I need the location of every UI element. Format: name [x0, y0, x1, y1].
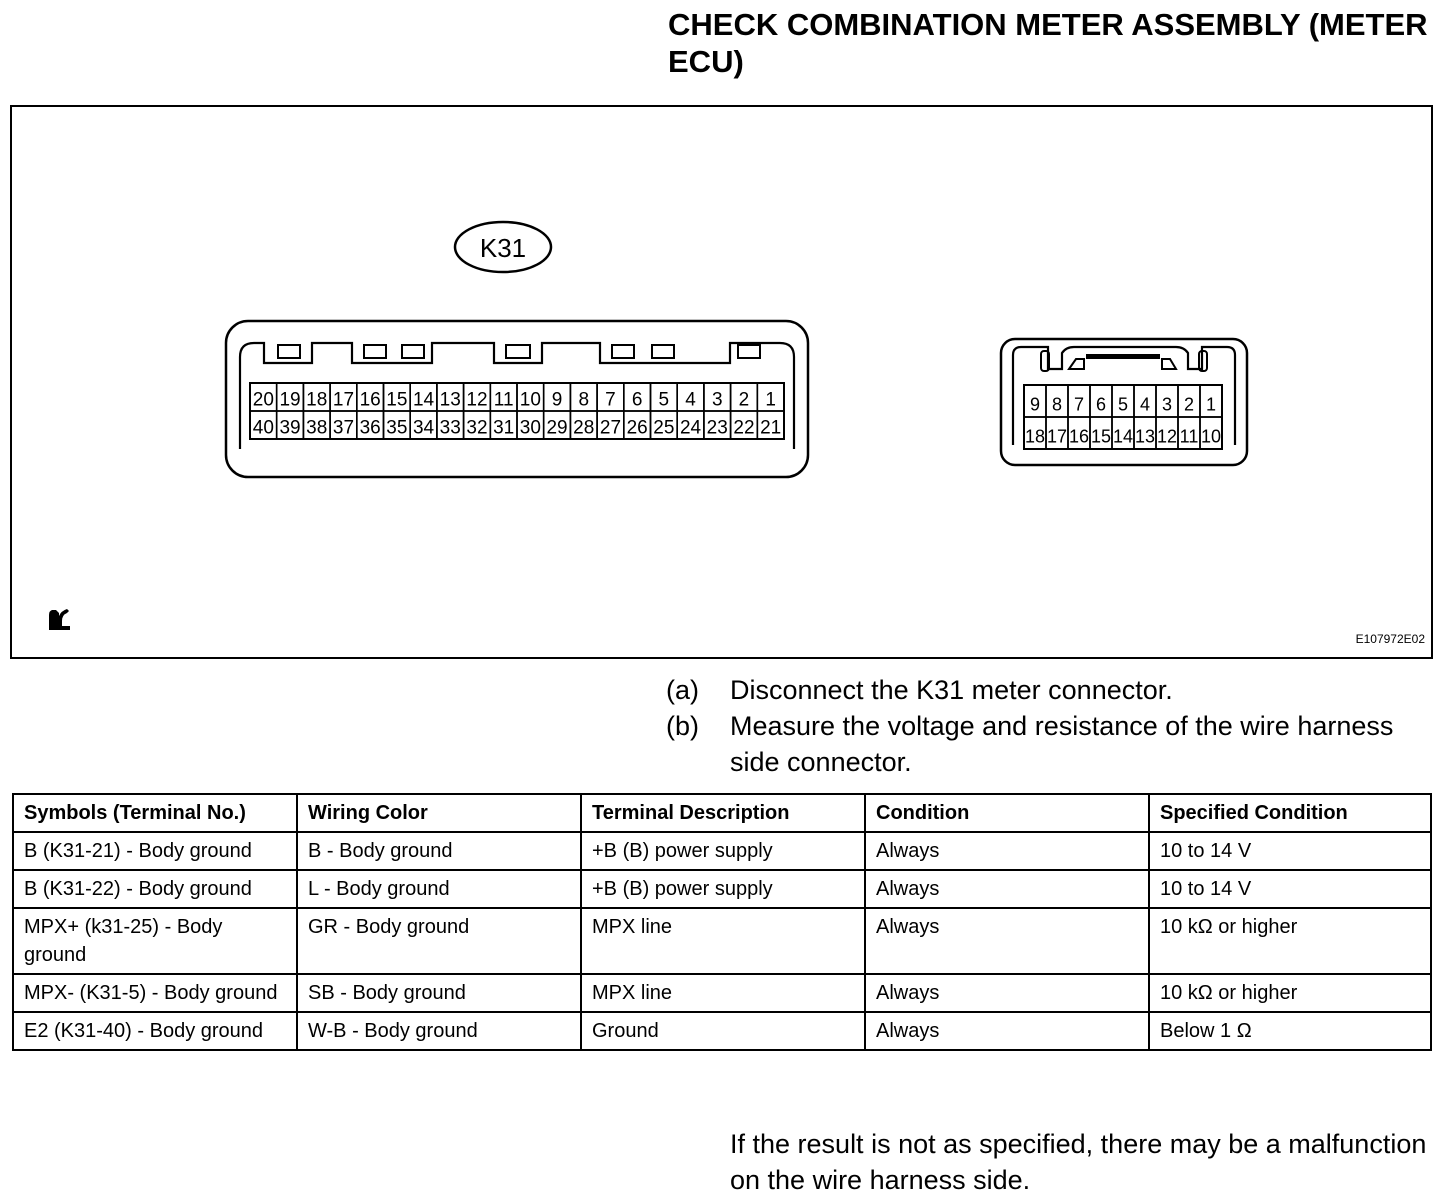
large-connector-pin-number: 37: [332, 417, 355, 439]
table-header-row: [13, 794, 1431, 832]
cell-condition: Always: [865, 908, 1149, 974]
instruction-steps: [666, 672, 1426, 780]
large-connector-pin-number: 27: [599, 417, 622, 439]
large-connector-pin-number: 16: [359, 389, 381, 411]
large-connector-pin-number: 32: [466, 417, 488, 439]
result-note: If the result is not as specified, there may be a malfunction on the wire harness side.: [730, 1129, 1427, 1195]
figure-code: E107972E02: [1355, 632, 1425, 646]
step-a: [666, 672, 1426, 708]
large-connector-pin-grid: [250, 383, 784, 439]
large-connector-pin-number: 7: [605, 389, 616, 411]
small-connector-pin-number: 16: [1068, 426, 1090, 447]
large-connector-pin-number: 12: [466, 389, 488, 411]
cell-condition: Always: [865, 870, 1149, 908]
small-connector-pin-number: 1: [1205, 394, 1217, 415]
cell-description: +B (B) power supply: [581, 870, 865, 908]
large-connector-pin-number: 15: [386, 389, 408, 411]
table-row: [13, 908, 1431, 974]
step-label: (a): [666, 675, 699, 705]
small-connector-pin-number: 18: [1024, 426, 1046, 447]
cell-symbol: B (K31-21) - Body ground: [13, 832, 297, 870]
cell-description: MPX line: [581, 908, 865, 974]
connector-figure: [10, 105, 1433, 659]
cell-specified: 10 kΩ or higher: [1149, 908, 1431, 974]
cell-symbol: MPX- (K31-5) - Body ground: [13, 974, 297, 1012]
cell-condition: Always: [865, 1012, 1149, 1050]
small-connector-pin-number: 15: [1090, 426, 1112, 447]
harness-side-icon: [49, 609, 70, 630]
cell-symbol: B (K31-22) - Body ground: [13, 870, 297, 908]
large-connector-pin-number: 35: [386, 417, 408, 439]
header-specified-condition: Specified Condition: [1149, 794, 1431, 832]
step-b: [666, 708, 1426, 780]
large-connector-pin-number: 30: [519, 417, 541, 439]
large-connector-pin-number: 14: [412, 389, 435, 411]
large-connector-pin-number: 36: [359, 417, 381, 439]
large-connector-pin-number: 8: [578, 389, 590, 411]
large-connector-pin-number: 25: [653, 417, 675, 439]
cell-symbol: MPX+ (k31-25) - Body ground: [13, 908, 297, 974]
header-terminal-description: Terminal Description: [581, 794, 865, 832]
small-connector-pin-number: 11: [1179, 426, 1199, 447]
large-connector-pin-number: 23: [706, 417, 728, 439]
large-connector-pin-number: 29: [546, 417, 568, 439]
small-connector-pin-number: 14: [1112, 426, 1134, 447]
large-connector-pin-number: 21: [760, 417, 782, 439]
large-connector-pin-number: 34: [412, 417, 435, 439]
large-connector-pin-number: 4: [685, 389, 696, 411]
large-connector-pin-number: 33: [439, 417, 461, 439]
small-connector-pin-number: 8: [1051, 394, 1063, 415]
large-connector-pin-number: 24: [679, 417, 702, 439]
table-row: [13, 870, 1431, 908]
large-connector-pin-number: 26: [626, 417, 648, 439]
large-connector-pin-number: 5: [658, 389, 670, 411]
table-row: [13, 974, 1431, 1012]
large-connector-pin-number: 3: [711, 389, 723, 411]
small-connector-pin-number: 6: [1095, 394, 1107, 415]
large-connector-pin-number: 20: [252, 389, 274, 411]
cell-specified: 10 kΩ or higher: [1149, 974, 1431, 1012]
cell-condition: Always: [865, 974, 1149, 1012]
small-connector-pin-number: 12: [1156, 426, 1178, 447]
large-connector-pin-number: 22: [733, 417, 755, 439]
small-connector-pin-number: 4: [1139, 394, 1151, 415]
cell-specified: Below 1 Ω: [1149, 1012, 1431, 1050]
step-text: Disconnect the K31 meter connector.: [730, 675, 1173, 705]
cell-wiring-color: GR - Body ground: [297, 908, 581, 974]
header-wiring-color: Wiring Color: [297, 794, 581, 832]
cell-description: +B (B) power supply: [581, 832, 865, 870]
small-connector-pin-number: 2: [1183, 394, 1195, 415]
large-connector-pin-number: 19: [279, 389, 301, 411]
step-label: (b): [666, 711, 699, 741]
specification-table: [12, 793, 1432, 1051]
small-connector-pin-grid: [1024, 385, 1222, 449]
large-connector-pin-number: 40: [252, 417, 274, 439]
header-symbols: Symbols (Terminal No.): [13, 794, 297, 832]
step-text: Measure the voltage and resistance of the wire harness side connector.: [730, 711, 1394, 777]
large-connector-pin-number: 6: [631, 389, 643, 411]
small-connector-pin-number: 9: [1029, 394, 1041, 415]
cell-condition: Always: [865, 832, 1149, 870]
small-connector-pin-number: 7: [1073, 394, 1085, 415]
small-connector-pin-number: 3: [1161, 394, 1173, 415]
page-title: CHECK COMBINATION METER ASSEMBLY (METER ECU): [668, 7, 1428, 79]
large-connector-pin-number: 38: [306, 417, 328, 439]
table-row: [13, 832, 1431, 870]
large-connector-pin-number: 18: [306, 389, 328, 411]
large-connector-pin-number: 31: [493, 417, 515, 439]
large-connector-pin-number: 1: [765, 389, 776, 411]
large-connector-pin-number: 39: [279, 417, 301, 439]
cell-specified: 10 to 14 V: [1149, 832, 1431, 870]
large-connector-pin-number: 13: [439, 389, 461, 411]
connector-label: K31: [479, 233, 527, 263]
cell-description: Ground: [581, 1012, 865, 1050]
cell-wiring-color: SB - Body ground: [297, 974, 581, 1012]
small-connector-pin-number: 13: [1134, 426, 1156, 447]
table-row: [13, 1012, 1431, 1050]
cell-specified: 10 to 14 V: [1149, 870, 1431, 908]
small-connector-pin-number: 17: [1046, 426, 1068, 447]
small-connector-pin-number: 10: [1200, 426, 1222, 447]
large-connector-pin-number: 17: [332, 389, 355, 411]
large-connector-pin-number: 28: [573, 417, 595, 439]
cell-symbol: E2 (K31-40) - Body ground: [13, 1012, 297, 1050]
large-connector-pin-number: 11: [493, 389, 514, 411]
connector-diagram: [12, 107, 1431, 657]
cell-description: MPX line: [581, 974, 865, 1012]
large-connector-pin-number: 9: [551, 389, 563, 411]
large-connector-pin-number: 2: [738, 389, 750, 411]
large-connector-pin-number: 10: [519, 389, 541, 411]
cell-wiring-color: W-B - Body ground: [297, 1012, 581, 1050]
cell-wiring-color: B - Body ground: [297, 832, 581, 870]
cell-wiring-color: L - Body ground: [297, 870, 581, 908]
header-condition: Condition: [865, 794, 1149, 832]
small-connector-pin-number: 5: [1117, 394, 1129, 415]
